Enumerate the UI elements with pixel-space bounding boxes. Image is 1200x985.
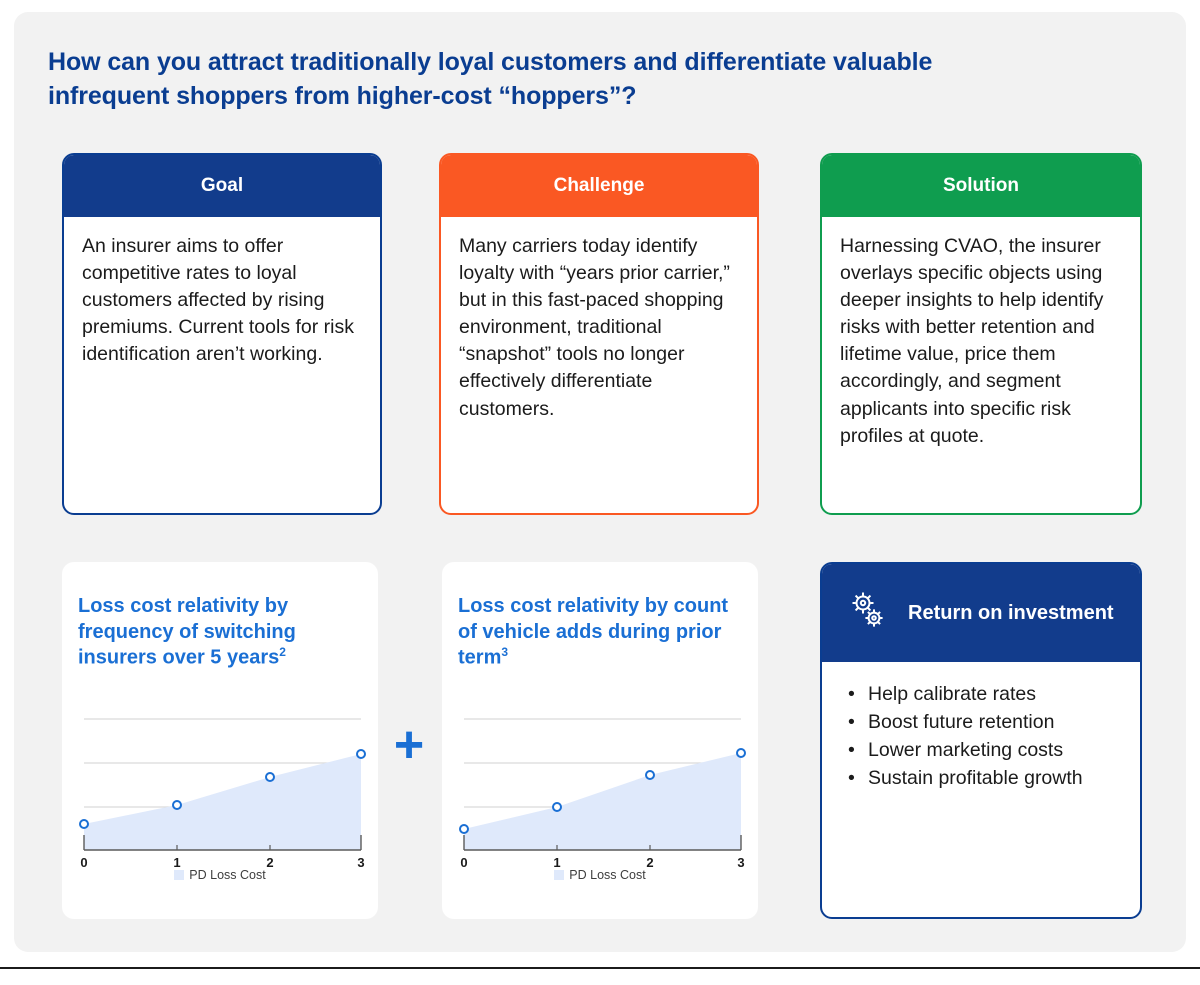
chart-2-xtick-label: 2 [646, 855, 654, 867]
chart-2-plot [456, 707, 746, 867]
chart-1-plot [76, 707, 366, 867]
chart-1-title-footnote: 2 [279, 645, 286, 660]
list-item: • Help calibrate rates [848, 680, 1124, 708]
card-challenge-body: Many carriers today identify loyalty with “years prior carrier,” but in this fast-paced shopping environment, traditional “snapshot” tools no longer effectively differentiate customers. [459, 235, 730, 420]
chart-2-xtick-label: 1 [553, 855, 561, 867]
chart-2-title-footnote: 3 [501, 645, 509, 660]
chart-2-title [458, 594, 733, 671]
card-challenge-title: Challenge [553, 175, 645, 196]
roi-title: Return on investment [908, 601, 1114, 624]
card-return-on-investment [820, 562, 1142, 919]
chart-2-point [737, 749, 745, 757]
chart-2-title-text: Loss cost relativity by count of vehicle adds during prior term [458, 595, 729, 669]
list-item: • Boost future retention [848, 708, 1124, 736]
roi-benefit-list [822, 662, 1140, 792]
chart-1-xtick-label: 3 [357, 855, 365, 867]
chart-1-xtick-label: 2 [266, 855, 274, 867]
page-title: How can you attract traditionally loyal customers and differentiate valuable infrequent shoppers from higher-cost “hoppers”? [48, 48, 933, 110]
chart-2-legend-label: PD Loss Cost [569, 868, 646, 882]
chart-2-point [646, 771, 654, 779]
bottom-divider [0, 967, 1200, 969]
chart-2-area-fill [464, 753, 741, 850]
list-item: • Lower marketing costs [848, 736, 1124, 764]
legend-swatch-icon [554, 870, 564, 880]
card-solution-header [822, 155, 1140, 217]
card-goal-title: Goal [200, 175, 244, 196]
chart-1-point [357, 750, 365, 758]
chart-1-xtick-label: 0 [80, 855, 88, 867]
roi-header [822, 564, 1140, 662]
chart-1-xtick-label: 1 [173, 855, 181, 867]
plus-icon: + [393, 716, 425, 774]
card-goal-body: An insurer aims to offer competitive rates to loyal customers affected by rising premiums. Current tools for risk identification aren’t working. [82, 235, 354, 366]
chart-2-svg [456, 707, 746, 867]
gears-icon-svg [846, 588, 892, 634]
chart-2-point [460, 825, 468, 833]
chart-1-legend-label: PD Loss Cost [189, 868, 266, 882]
card-solution [820, 153, 1142, 515]
chart-1-point [173, 801, 181, 809]
card-challenge-header [441, 155, 757, 217]
chart-1-point [266, 773, 274, 781]
chart-2-xtick-label: 3 [737, 855, 745, 867]
chart-1-point [80, 820, 88, 828]
list-item: • Sustain profitable growth [848, 764, 1124, 792]
card-challenge [439, 153, 759, 515]
card-goal-header [64, 155, 380, 217]
chart-1-area-fill [84, 754, 361, 850]
chart-2-point [553, 803, 561, 811]
chart-1-title [78, 594, 353, 671]
chart-1-svg [76, 707, 366, 867]
chart-1-title-text: Loss cost relativity by frequency of switching insurers over 5 years [78, 595, 296, 669]
chart-panel-vehicle-adds [442, 562, 758, 919]
card-solution-body: Harnessing CVAO, the insurer overlays specific objects using deeper insights to help identify risks with better retention and lifetime value, price them accordingly, and segment applicants into specific risk profiles at quote. [840, 235, 1104, 447]
legend-swatch-icon [174, 870, 184, 880]
chart-1-legend [62, 868, 378, 882]
chart-2-xtick-label: 0 [460, 855, 468, 867]
chart-panel-switching-frequency [62, 562, 378, 919]
card-solution-title: Solution [943, 175, 1019, 196]
chart-2-legend [442, 868, 758, 882]
gears-icon [846, 588, 892, 639]
card-goal [62, 153, 382, 515]
